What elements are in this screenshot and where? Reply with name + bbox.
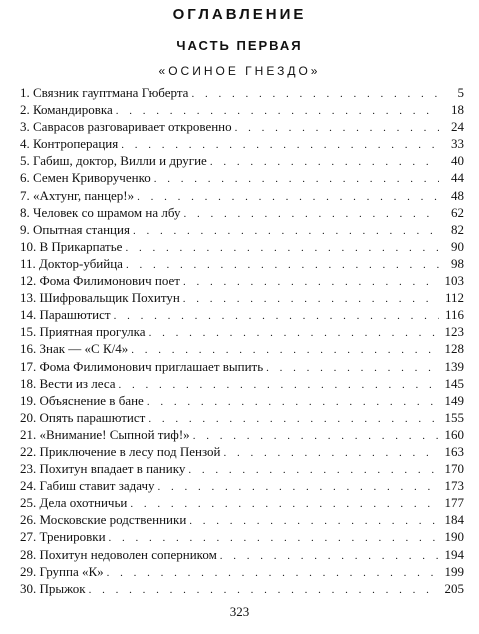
toc-entry <box>20 118 464 135</box>
toc-entry-page: 170 <box>444 461 464 477</box>
toc-entry-title: 8. Человек со шрамом на лбу <box>20 204 181 220</box>
dot-leader <box>210 154 439 171</box>
toc-entry <box>20 580 464 597</box>
toc-entry-page: 48 <box>451 187 464 203</box>
dot-leader <box>224 445 439 462</box>
toc-entry-title: 1. Связник гауптмана Гюберта <box>20 85 189 100</box>
toc-entry <box>20 563 464 580</box>
toc-entry-title: 20. Опять парашютист <box>20 409 146 425</box>
toc-entry-title: 6. Семен Криворученко <box>20 170 151 186</box>
toc-entry-title: 23. Похитун впадает в панику <box>20 461 186 477</box>
toc-entry <box>20 204 464 221</box>
toc-entry-title: 22. Приключение в лесу под Пензой <box>20 443 221 459</box>
part-subtitle: «ОСИНОЕ ГНЕЗДО» <box>158 64 321 78</box>
toc-entry <box>20 289 464 306</box>
toc-entry-page: 90 <box>451 238 464 254</box>
toc-entry-page: 98 <box>451 255 464 271</box>
dot-leader <box>193 428 439 445</box>
toc-entry <box>20 238 464 255</box>
toc-entry-title: 15. Приятная прогулка <box>20 324 146 340</box>
toc-entry-page: 123 <box>444 324 464 340</box>
toc-entry-page: 103 <box>444 273 464 289</box>
toc-entry-page: 24 <box>451 119 464 135</box>
dot-leader <box>158 479 439 496</box>
toc-entry-title: 30. Прыжок <box>20 580 86 596</box>
dot-leader <box>183 274 439 291</box>
toc-entry-page: 177 <box>444 495 464 511</box>
toc-entry-page: 62 <box>451 204 464 220</box>
toc-entry <box>20 169 464 186</box>
toc-entry-title: 4. Контроперация <box>20 136 119 152</box>
dot-leader <box>220 548 439 565</box>
toc-entry-title: 12. Фома Филимонович поет <box>20 273 180 289</box>
toc-entry-title: 24. Габиш ставит задачу <box>20 478 155 494</box>
toc-entry-title: 9. Опытная станция <box>20 221 130 237</box>
dot-leader <box>154 171 439 188</box>
dot-leader <box>107 565 439 582</box>
toc-entry <box>20 477 464 494</box>
contents-title: ОГЛАВЛЕНИЕ <box>172 6 307 23</box>
toc-entry-page: 149 <box>444 392 464 408</box>
toc-entry <box>20 546 464 563</box>
toc-entry-title: 18. Вести из леса <box>20 375 116 391</box>
toc-entry <box>20 255 464 272</box>
dot-leader <box>235 120 439 137</box>
toc-entry-title: 16. Знак — «С К/4» <box>20 341 129 357</box>
toc-entry-title: 11. Доктор-убийца <box>20 255 123 271</box>
toc-entry <box>20 494 464 511</box>
part-heading: ЧАСТЬ ПЕРВАЯ <box>176 38 303 53</box>
dot-leader <box>125 240 439 257</box>
toc-entry-title: 5. Габиш, доктор, Вилли и другие <box>20 153 207 169</box>
toc-entry <box>20 528 464 545</box>
toc-entry-page: 112 <box>444 290 464 306</box>
toc-entry <box>20 409 464 426</box>
toc-entry <box>20 101 464 118</box>
toc-entry-page: 82 <box>451 221 464 237</box>
toc-entry-page: 116 <box>444 307 464 323</box>
toc-entry-page: 190 <box>444 529 464 545</box>
toc-entry-title: 28. Похитун недоволен соперником <box>20 546 217 562</box>
toc-entry-title: 26. Московские родственники <box>20 512 187 528</box>
dot-leader <box>119 377 439 394</box>
toc-entry-page: 44 <box>451 170 464 186</box>
toc-entry <box>20 84 464 101</box>
table-of-contents <box>20 84 464 597</box>
toc-entry <box>20 221 464 238</box>
toc-entry-page: 184 <box>444 512 464 528</box>
toc-entry-page: 5 <box>457 85 464 100</box>
toc-entry-title: 2. Командировка <box>20 102 113 118</box>
toc-entry-page: 40 <box>451 153 464 169</box>
dot-leader <box>191 86 439 103</box>
dot-leader <box>147 394 439 411</box>
toc-entry-title: 19. Объяснение в бане <box>20 392 144 408</box>
toc-entry <box>20 340 464 357</box>
toc-entry <box>20 426 464 443</box>
toc-entry <box>20 511 464 528</box>
toc-entry-page: 18 <box>451 102 464 118</box>
toc-entry-title: 27. Тренировки <box>20 529 106 545</box>
toc-entry-page: 173 <box>444 478 464 494</box>
toc-entry <box>20 306 464 323</box>
toc-entry-page: 139 <box>444 358 464 374</box>
dot-leader <box>133 223 439 240</box>
dot-leader <box>137 189 439 206</box>
toc-entry <box>20 392 464 409</box>
toc-entry-title: 29. Группа «К» <box>20 563 104 579</box>
toc-entry-title: 25. Дела охотничьи <box>20 495 128 511</box>
toc-entry-title: 7. «Ахтунг, панцер!» <box>20 187 135 203</box>
toc-entry-title: 17. Фома Филимонович приглашает выпить <box>20 358 264 374</box>
toc-entry-page: 160 <box>444 426 464 442</box>
toc-entry <box>20 135 464 152</box>
toc-entry-title: 3. Саврасов разговаривает откровенно <box>20 119 232 135</box>
toc-entry-page: 194 <box>444 546 464 562</box>
toc-entry-page: 33 <box>451 136 464 152</box>
dot-leader <box>266 360 439 377</box>
toc-entry-title: 14. Парашютист <box>20 307 111 323</box>
dot-leader <box>148 411 439 428</box>
toc-entry-page: 145 <box>444 375 464 391</box>
toc-entry <box>20 272 464 289</box>
dot-leader <box>189 513 439 530</box>
toc-entry <box>20 323 464 340</box>
toc-entry-title: 10. В Прикарпатье <box>20 238 123 254</box>
toc-entry <box>20 375 464 392</box>
toc-entry-page: 199 <box>444 563 464 579</box>
toc-entry-title: 21. «Внимание! Сыпной тиф!» <box>20 426 190 442</box>
toc-entry <box>20 443 464 460</box>
dot-leader <box>89 582 439 599</box>
toc-entry-page: 155 <box>444 409 464 425</box>
dot-leader <box>188 462 439 479</box>
toc-entry-page: 128 <box>444 341 464 357</box>
page-number: 323 <box>229 604 250 619</box>
dot-leader <box>149 325 439 342</box>
toc-entry-page: 163 <box>444 443 464 459</box>
dot-leader <box>114 308 439 325</box>
toc-entry <box>20 460 464 477</box>
dot-leader <box>183 291 439 308</box>
toc-entry-page: 205 <box>444 580 464 596</box>
dot-leader <box>183 206 439 223</box>
toc-entry <box>20 187 464 204</box>
toc-entry <box>20 152 464 169</box>
toc-entry-title: 13. Шифровальщик Похитун <box>20 290 180 306</box>
toc-entry <box>20 358 464 375</box>
